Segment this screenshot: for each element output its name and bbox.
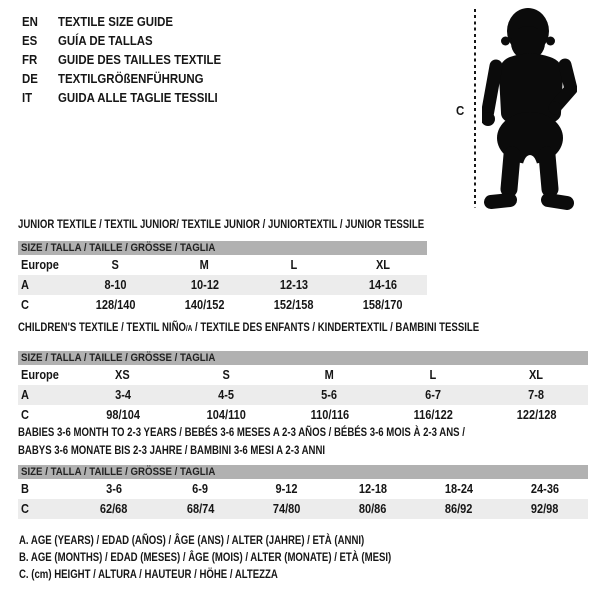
language-title: GUIDA ALLE TAGLIE TESSILI [58,90,218,105]
height-value: 152/158 [273,298,314,312]
babies-table-title-line2: BABYS 3-6 MONATE BIS 2-3 JAHRE / BAMBINI 3-6 MESI A 2-3 ANNI [18,443,326,457]
size-header-text: SIZE / TALLA / TAILLE / GRÖSSE / TAGLIA [21,466,216,478]
column-header: XL [375,258,390,272]
junior-textile-section [18,217,427,315]
junior-table-title-text: JUNIOR TEXTILE / TEXTIL JUNIOR/ TEXTILE JUNIOR / JUNIORTEXTIL / JUNIOR TESSILE [18,217,425,231]
region-label: Europe [21,258,59,272]
column-header: S [111,258,120,272]
age-value: 7-8 [528,388,545,402]
height-value: 86/92 [445,502,473,516]
language-title: TEXTILGRÖßENFÜHRUNG [58,71,204,86]
age-value: 5-6 [321,388,338,402]
age-value: 4-5 [218,388,235,402]
language-row [22,31,243,50]
height-value: 122/128 [516,408,557,422]
column-header: XL [529,368,544,382]
table-row-height [18,499,588,519]
age-value: 8-10 [104,278,127,292]
height-value: 68/74 [186,502,215,516]
table-row-age [18,275,427,295]
age-value: 6-7 [424,388,441,402]
language-title-list [22,12,243,107]
age-value: 3-4 [114,388,131,402]
children-table-title-text [18,320,479,336]
table-row-age-months [18,479,588,499]
language-title: GUÍA DE TALLAS [58,33,153,48]
age-months-value: 12-18 [358,482,387,496]
age-months-value: 18-24 [444,482,473,496]
babies-table-title [18,423,588,459]
height-value: 110/116 [310,408,349,422]
size-header-text: SIZE / TALLA / TAILLE / GRÖSSE / TAGLIA [21,242,216,254]
age-months-value: 9-12 [275,482,298,496]
column-header: XS [115,368,131,382]
row-label: C [21,298,29,312]
age-months-value: 6-9 [192,482,209,496]
language-code: EN [22,14,38,29]
height-value: 98/104 [105,408,140,422]
height-value: 74/80 [272,502,301,516]
table-row-height [18,295,427,315]
size-header-band [18,465,588,479]
language-code: FR [22,52,38,67]
language-row [22,69,243,88]
column-header: L [290,258,297,272]
children-textile-section [18,320,588,425]
height-value: 116/122 [413,408,453,422]
column-header: M [324,368,335,382]
height-measure-label: C [456,103,465,118]
age-value: 10-12 [190,278,219,292]
height-value: 158/170 [362,298,403,312]
footnote-age-years: A. AGE (YEARS) / EDAD (AÑOS) / ÂGE (ANS) / ALTER (JAHRE) / ETÀ (ANNI) [19,533,365,547]
height-value: 62/68 [100,502,128,516]
language-row [22,88,243,107]
footnote-age-months: B. AGE (MONTHS) / EDAD (MESES) / ÂGE (MOIS) / ALTER (MONATE) / ETÀ (MESI) [19,550,392,564]
height-value: 128/140 [95,298,136,312]
age-months-value: 3-6 [106,482,123,496]
table-row-height [18,405,588,425]
height-value: 92/98 [531,502,559,516]
height-measure-dotted-line [474,9,476,208]
table-row-sizes [18,255,427,275]
column-header: L [429,368,437,382]
babies-textile-section [18,423,588,519]
size-header-band [18,351,588,365]
footnote-height: C. (cm) HEIGHT / ALTURA / HAUTEUR / HÖHE / ALTEZZA [19,567,278,581]
column-header: S [222,368,230,382]
children-table-title [18,320,588,336]
height-value: 140/152 [184,298,225,312]
babies-table-title-line1: BABIES 3-6 MONTH TO 2-3 YEARS / BEBÉS 3-6 MESES A 2-3 AÑOS / BÉBÉS 3-6 MOIS À 2-3 ANS / [18,425,465,439]
age-value: 14-16 [368,278,397,292]
height-measure-figure [450,4,596,216]
row-label: C [21,408,29,422]
language-code: DE [22,71,38,86]
baby-silhouette-icon [482,5,577,215]
language-title: GUIDE DES TAILLES TEXTILE [58,52,222,67]
column-header: M [199,258,210,272]
footnote-legend [19,532,484,583]
region-label: Europe [21,368,59,382]
language-row [22,12,243,31]
language-row [22,50,243,69]
row-label: B [21,482,29,496]
title-subscript: /A [185,324,193,333]
age-value: 12-13 [279,278,308,292]
height-value: 104/110 [206,408,246,422]
title-prefix: CHILDREN'S TEXTILE / TEXTIL NIÑO [18,320,186,334]
table-row-sizes [18,365,588,385]
junior-table-title [18,217,427,231]
language-code: ES [22,33,38,48]
row-label: A [21,278,29,292]
row-label: A [21,388,29,402]
size-header-band [18,241,427,255]
row-label: C [21,502,29,516]
table-row-age [18,385,588,405]
language-code: IT [22,90,33,105]
age-months-value: 24-36 [530,482,560,496]
language-title: TEXTILE SIZE GUIDE [58,14,174,29]
height-value: 80/86 [358,502,387,516]
size-header-text: SIZE / TALLA / TAILLE / GRÖSSE / TAGLIA [21,352,216,364]
title-suffix: / TEXTILE DES ENFANTS / KINDERTEXTIL / BAMBINI TESSILE [192,320,480,334]
